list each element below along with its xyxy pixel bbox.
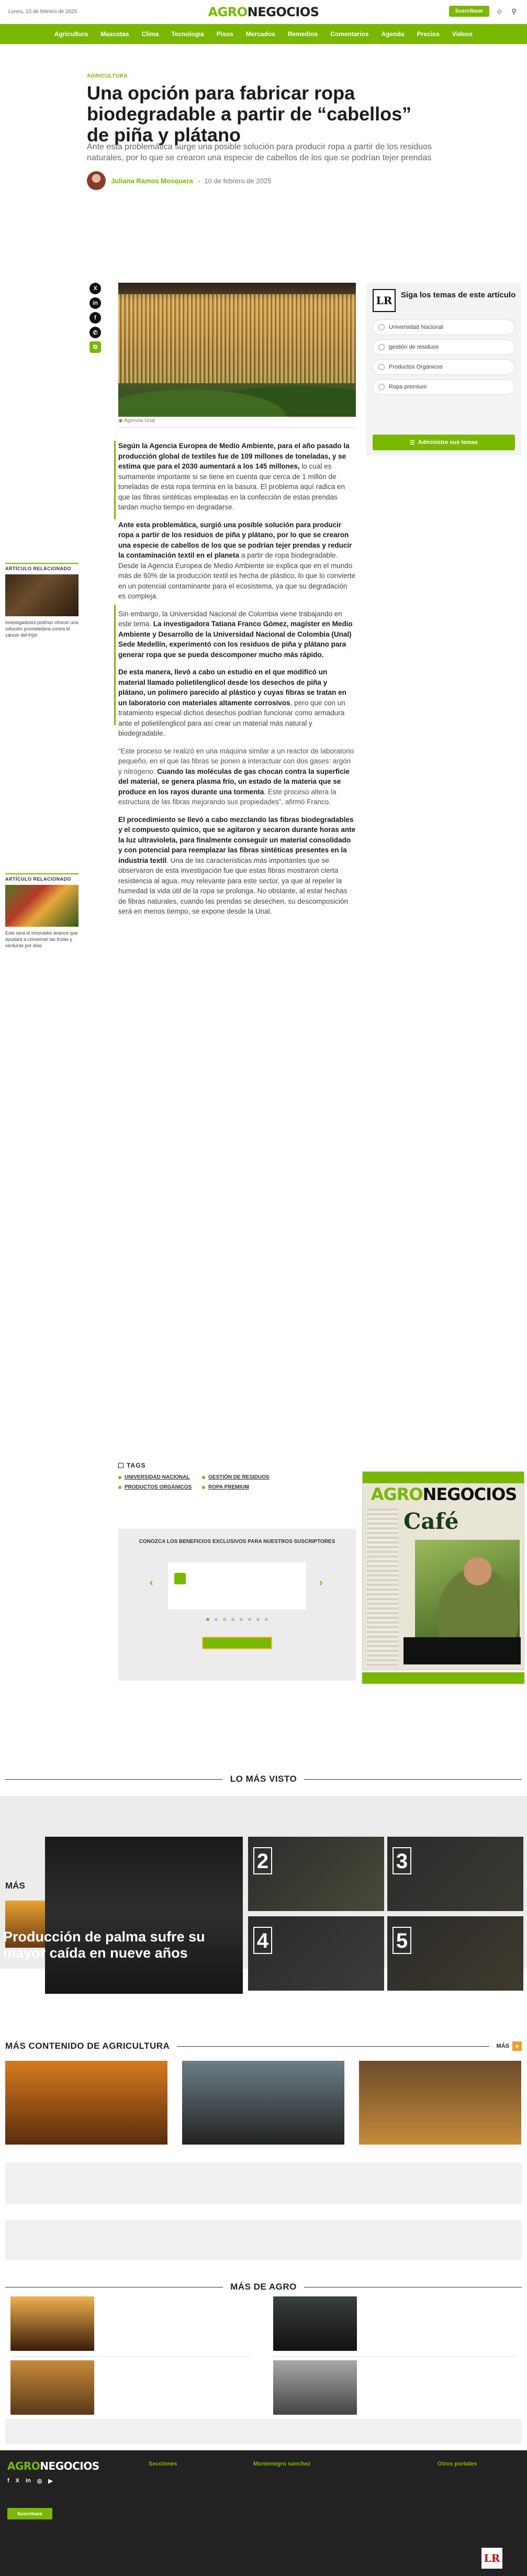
most-viewed-item[interactable]: 4	[248, 1916, 384, 1991]
most-viewed-item[interactable]: 3	[387, 1837, 523, 1911]
e-paper-photo	[415, 1540, 520, 1645]
radio-icon	[378, 344, 385, 350]
top-bar	[0, 0, 527, 24]
camera-icon: ◉	[118, 418, 123, 424]
more-agriculture-heading: MÁS CONTENIDO DE AGRICULTURA MÁS +	[0, 2041, 527, 2051]
tags-section	[118, 1462, 356, 1490]
most-viewed-heading: LO MÁS VISTO	[0, 1774, 527, 1784]
related-label: ARTÍCULO RELACIONADO	[5, 873, 79, 882]
e-paper-button[interactable]	[362, 1672, 524, 1684]
most-viewed-item[interactable]: 2	[248, 1837, 384, 1911]
footer-column	[149, 2461, 243, 2472]
share-linkedin-icon[interactable]: in	[89, 297, 101, 309]
nav-item[interactable]: Tecnología	[171, 30, 204, 38]
site-header	[0, 0, 527, 44]
paragraph: El procedimiento se llevó a cabo mezclando las fibras biodegradables y el compuesto químico, que se agitaron y secaron durante horas ante la luz ultravioleta, para finalmente conseguir un material consolidado y con potencial para reemplazar las fibras sintéticas presentes en la industria textil. Una de las características más importantes que se observaron de esta investigación fue que estas fibras mostraron cierta resistencia al agua, muy relevante para este sector, ya que al repeler la humedad la vida útil de la ropa se prolonga. No obstante, al estar hechas de fibras naturales, cuando las prendas se desechen, su descomposición será en menos tiempo, se expone desde la Unal.	[118, 815, 356, 915]
paragraph: De esta manera, llevó a cabo un estudio en el que modificó un material llamado polietilenglicol desde los desechos de piña y plátano, un polímero parecido al plástico y cuyas fibras se tratan en un laboratorio con materiales altamente corrosivos, pero que con un tratamiento especial dichos desechos podrían funcionar como armadura ante el polietilenglicol para así crear un material más natural y biodegradable.	[118, 668, 346, 737]
paragraph: Según la Agencia Europea de Medio Ambiente, para el año pasado la producción global de textiles fue de 109 millones de toneladas, y se estima que para el 2030 aumentará a los 145 millones, lo cual es sumamente importante si se tiene en cuenta que cerca de 1 millón de toneladas de esta ropa termina en la basura. El problema aquí radica en que las fibras sintéticas empleadas en la confección de estas prendas tardan mucho tiempo en degradarse.	[118, 442, 350, 511]
divider	[118, 427, 356, 428]
nav-item[interactable]: Agricultura	[54, 30, 88, 38]
nav-item[interactable]: Mascotas	[100, 30, 129, 38]
instagram-icon[interactable]: ◎	[37, 2478, 42, 2484]
ad-placeholder	[5, 2419, 522, 2444]
more-label: MÁS	[5, 1881, 25, 1891]
article-hero-image	[118, 283, 356, 417]
carousel-next-icon[interactable]: ›	[319, 1577, 323, 1589]
highlight-bar	[114, 441, 116, 519]
agro-thumb[interactable]	[273, 2296, 357, 2351]
benefits-title: CONOZCA LOS BENEFICIOS EXCLUSIVOS PARA NUESTROS SUSCRIPTORES	[139, 1539, 335, 1545]
agro-thumb[interactable]	[10, 2360, 94, 2415]
byline	[87, 170, 432, 191]
carousel-dot[interactable]	[248, 1618, 251, 1621]
related-image[interactable]	[5, 885, 79, 927]
article-body	[118, 441, 356, 924]
tag-link[interactable]: PRODUCTOS ORGÁNICOS	[118, 1484, 202, 1490]
subscriber-benefits	[118, 1529, 356, 1681]
topic-option[interactable]: gestión de residuos	[373, 339, 515, 355]
nav-item[interactable]: Clima	[141, 30, 159, 38]
publish-date: - 10 de febrero de 2025	[198, 176, 272, 185]
e-paper-ad	[403, 1637, 521, 1664]
site-logo[interactable]: AGRONEGOCIOS	[208, 5, 319, 19]
author-avatar[interactable]	[87, 171, 106, 190]
plus-icon: ☰	[409, 439, 415, 446]
topic-option[interactable]: Productos Orgánicos	[373, 359, 515, 375]
paragraph: “Este proceso se realizó en una máquina similar a un reactor de laboratorio pequeño, en el que las fibras se ponen a interactuar con dos gases: argón y nitrógeno. Cuando las moléculas de gas chocan contra la superficie del material, se genera plasma frío, un estado de la materia que se produce en los rayos durante una tormenta. Este proceso altera la estructura de las fibras mejorando sus propiedades”, afirmó Franco.	[118, 747, 354, 806]
footer-column-title: Otros portales	[438, 2461, 477, 2467]
carousel-dot[interactable]	[215, 1618, 218, 1621]
paragraph: Ante esta problemática, surgió una posible solución para producir ropa a partir de los residuos de piña y plátano, por lo que se crearon una especie de cabellos de los que se podrían tejer prendas y reducir la contaminación textil en el planeta a partir de ropa biodegradable. Desde la Agencia Europea de Medio Ambiente se explica que en el mundo más de 60% de la producción textil es hecha de plástico, lo que lo convierte en un potencial contaminante para el ecosistema, ya que su degradación es compleja.	[118, 520, 356, 600]
tag-link[interactable]: UNIVERSIDAD NACIONAL	[118, 1474, 202, 1480]
divider	[273, 2356, 517, 2357]
x-icon[interactable]: X	[15, 2478, 20, 2484]
agro-thumb[interactable]	[10, 2296, 94, 2351]
tag-icon	[118, 1463, 124, 1468]
paragraph: Sin embargo, la Universidad Nacional de Colombia viene trabajando en este tema. La investigadora Tatiana Franco Gómez, magíster en Medio Ambiente y Desarrollo de la Universidad Nacional de Colombia (Unal) Sede Medellín, experimentó con los residuos de piña y plátano para generar ropa que se pueda descomponer mucho más rápido.	[118, 609, 353, 659]
header-date: Lunes, 10 de febrero de 2025	[8, 9, 77, 15]
follow-topics-title: Siga los temas de este artículo	[401, 291, 516, 299]
copy-link-icon[interactable]: ⧉	[89, 341, 101, 353]
follow-topics-box	[366, 283, 521, 456]
e-paper-logo: AGRONEGOCIOS	[371, 1484, 517, 1504]
lr-logo: LR	[373, 289, 396, 312]
related-article[interactable]	[5, 563, 79, 638]
agri-card[interactable]	[359, 2061, 521, 2145]
user-icon[interactable]: ☺	[496, 7, 503, 15]
carousel-dot[interactable]	[206, 1618, 209, 1621]
author-name[interactable]: Juliana Ramos Mosquera	[111, 176, 193, 185]
image-caption: ◉ Agencia Unal	[118, 418, 155, 424]
carousel-dots	[118, 1618, 356, 1621]
manage-topics-button[interactable]: ☰ Administre sus temas	[373, 435, 515, 450]
related-title[interactable]: Investigadores podrían ofrecer una solución prometedora contra el cáncer del fríjol	[5, 620, 79, 638]
facebook-icon[interactable]: f	[7, 2478, 9, 2484]
related-title[interactable]: Este será el innovador avance que ayudará a conservar las frutas y verduras por días	[5, 930, 78, 948]
e-paper-headline: Café	[403, 1508, 459, 1534]
carousel-dot[interactable]	[223, 1618, 226, 1621]
tags-heading: TAGS	[118, 1462, 356, 1469]
topic-list	[373, 319, 515, 395]
footer-subscribe-button[interactable]: Suscríbase	[7, 2508, 52, 2519]
carousel-dot[interactable]	[240, 1618, 243, 1621]
related-article[interactable]	[5, 873, 79, 949]
article-kicker[interactable]: AGRICULTURA	[87, 73, 128, 79]
most-viewed-item[interactable]: 5	[387, 1916, 523, 1991]
footer-logo[interactable]: AGRONEGOCIOS	[7, 2460, 99, 2472]
carousel-dot[interactable]	[265, 1618, 268, 1621]
highlight-bar	[114, 605, 116, 725]
nav-item[interactable]: Precios	[417, 30, 440, 38]
plus-icon: +	[512, 2041, 522, 2051]
share-whatsapp-icon[interactable]: ✆	[89, 327, 101, 338]
main-nav	[0, 24, 527, 44]
tag-link[interactable]: GESTIÓN DE RESIDUOS	[202, 1474, 286, 1480]
e-paper-topbar	[363, 1472, 524, 1483]
nav-item[interactable]: Comentarios	[330, 30, 369, 38]
related-image[interactable]	[5, 574, 79, 616]
subscribe-benefits-button[interactable]	[202, 1637, 272, 1649]
more-link[interactable]: MÁS +	[497, 2041, 522, 2051]
ad-placeholder	[5, 2220, 522, 2260]
nav-item[interactable]: Videos	[452, 30, 473, 38]
divider	[10, 2356, 251, 2357]
lr-footer-logo[interactable]: LR	[481, 2548, 502, 2569]
radio-icon	[378, 384, 385, 390]
radio-icon	[378, 364, 385, 370]
subscribe-button[interactable]: Suscríbase	[449, 6, 489, 17]
agro-thumb[interactable]	[273, 2360, 357, 2415]
benefit-card	[168, 1562, 306, 1609]
share-bar	[87, 283, 104, 353]
share-facebook-icon[interactable]: f	[89, 312, 101, 324]
footer-column-title: Secciones	[149, 2461, 177, 2467]
linkedin-icon[interactable]: in	[26, 2478, 31, 2484]
agri-card[interactable]	[5, 2061, 167, 2145]
youtube-icon[interactable]: ▶	[48, 2478, 53, 2484]
topic-option[interactable]: Universidad Nacional	[373, 319, 515, 335]
radio-icon	[378, 324, 385, 330]
site-footer	[0, 2450, 527, 2576]
e-paper-columns	[367, 1508, 398, 1665]
footer-column	[438, 2461, 527, 2472]
nav-item[interactable]: Agenda	[381, 30, 405, 38]
article-summary: Ante esta problemática surge una posible solución para producir ropa a partir de los residuos naturales, por lo que se crearon una especie de cabellos de los que se podrían tejer prendas	[87, 142, 432, 162]
carousel-dot[interactable]	[256, 1618, 260, 1621]
e-paper-cover[interactable]	[362, 1471, 524, 1670]
newsletter-icon	[174, 1573, 186, 1584]
ad-placeholder	[5, 2162, 522, 2204]
nav-item[interactable]: Pisos	[216, 30, 233, 38]
carousel-prev-icon[interactable]: ‹	[150, 1577, 153, 1589]
share-x-icon[interactable]: X	[89, 283, 101, 294]
article-title: Una opción para fabricar ropa biodegradable a partir de “cabellos” de piña y plátano	[87, 82, 412, 146]
nav-item[interactable]: Remedios	[287, 30, 318, 38]
nav-item[interactable]: Mercados	[245, 30, 275, 38]
footer-social	[7, 2478, 53, 2484]
most-viewed-lead[interactable]: Producción de palma sufre su mayor caída en nueve años	[45, 1837, 243, 1994]
carousel-dot[interactable]	[231, 1618, 234, 1621]
footer-column-title: Montenegro sanchez	[253, 2461, 311, 2467]
tag-link[interactable]: ROPA PREMIUM	[202, 1484, 286, 1490]
topic-option[interactable]: Ropa premium	[373, 379, 515, 395]
search-icon[interactable]: ⚲	[511, 7, 517, 15]
more-agro-heading: MÁS DE AGRO	[0, 2282, 527, 2292]
footer-column	[253, 2461, 347, 2472]
related-label: ARTÍCULO RELACIONADO	[5, 563, 79, 571]
agri-card[interactable]	[182, 2061, 344, 2145]
